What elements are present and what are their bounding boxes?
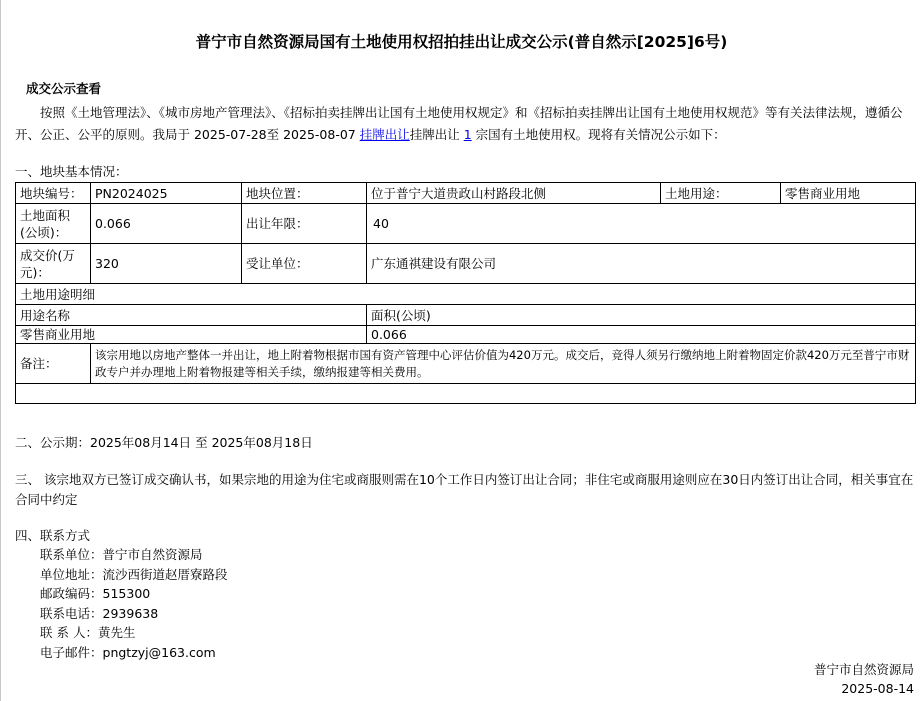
contact-email [40,643,228,663]
page-title: 普宁市自然资源局国有土地使用权招拍挂出让成交公示(普自然示[2025]6号) [195,33,728,51]
price-label: 成交价(万元)： [16,244,91,284]
location-label: 地块位置： [242,183,367,204]
intro-text-1: 按照《土地管理法》、《城市房地产管理法》、《招标拍卖挂牌出让国有土地使用权规定》和《招标拍卖挂牌出让国有土地使用权规范》等有关法律法规，遵循公开、公正、公平的原则。我局于 2025-07-28至 2025-08-07 [15,105,903,142]
intro-paragraph [15,102,915,146]
parcel-no-value: PN2024025 [91,183,242,204]
use-detail-name: 零售商业用地 [16,326,367,344]
contact-unit [40,545,228,565]
section-4-title: 四、联系方式 [15,528,91,543]
table-row [16,384,916,404]
table-row [16,284,916,305]
table-row [16,244,916,284]
use-detail-header-name: 用途名称 [16,305,367,326]
contact-label: 联系单位： [40,547,103,562]
parcel-no-label: 地块编号： [16,183,91,204]
intro-text-3: 宗国有土地使用权。现将有关情况公示如下： [471,127,726,142]
term-label: 出让年限： [242,204,367,244]
use-detail-title: 土地用途明细 [16,284,916,305]
remark-value: 该宗用地以房地产整体一并出让，地上附着物根据市国有资产管理中心评估价值为420万元。成交后，竞得人须另行缴纳地上附着物固定价款420万元至普宁市财政专户并办理地上附着物报建等相关手续，缴纳报建等相关费用。 [91,344,916,384]
price-value: 320 [91,244,242,284]
use-detail-area: 0.066 [367,326,916,344]
contact-info [40,545,228,662]
contact-value: 黄先生 [97,625,136,640]
footer-org: 普宁市自然资源局 [813,662,914,677]
contact-value: 普宁市自然资源局 [102,547,203,562]
contact-value: 515300 [102,586,151,601]
table-row [16,183,916,204]
buyer-label: 受让单位： [242,244,367,284]
remark-label: 备注： [16,344,91,384]
contact-label: 电子邮件： [40,644,103,660]
publicity-period: 二、公示期：2025年08月14日 至 2025年08月18日 [15,435,313,450]
land-use-label: 土地用途： [661,183,781,204]
contact-label: 单位地址： [40,566,103,582]
listing-link[interactable]: 挂牌出让 [359,127,410,142]
empty-cell [16,384,916,404]
term-value: 40 [367,204,916,244]
contact-label: 联系电话： [40,605,103,621]
contact-label: 邮政编码： [40,586,103,601]
use-detail-header-area: 面积(公顷) [367,305,916,326]
footer-date: 2025-08-14 [841,681,914,696]
contact-value: pngtzyj@163.com [102,644,216,660]
contact-value: 2939638 [102,605,159,621]
contact-person [40,623,228,643]
table-row [16,344,916,384]
intro-text-2: 挂牌出让 [409,127,464,142]
signature-block [814,660,914,698]
section-1-title: 一、地块基本情况： [15,164,128,179]
land-use-value: 零售商业用地 [781,183,916,204]
contact-postcode [40,584,228,604]
area-label: 土地面积(公顷)： [16,204,91,244]
table-row [16,326,916,344]
contact-address [40,565,228,585]
area-value: 0.066 [91,204,242,244]
parcel-count-link[interactable]: 1 [463,127,472,142]
parcel-table [15,182,916,404]
contact-value: 流沙西街道赵厝寮路段 [102,566,228,582]
location-value: 位于普宁大道贵政山村路段北侧 [367,183,661,204]
contact-phone [40,604,228,624]
table-row [16,204,916,244]
section-subhead: 成交公示查看 [26,81,102,96]
table-row [16,305,916,326]
contract-note: 三、 该宗地双方已签订成交确认书，如果宗地的用途为住宅或商服则需在10个工作日内签订出让合同；非住宅或商服用途则应在30日内签订出让合同，相关事宜在合同中约定 [15,472,914,507]
buyer-value: 广东通祺建设有限公司 [367,244,916,284]
contact-label: 联 系 人： [40,625,98,640]
